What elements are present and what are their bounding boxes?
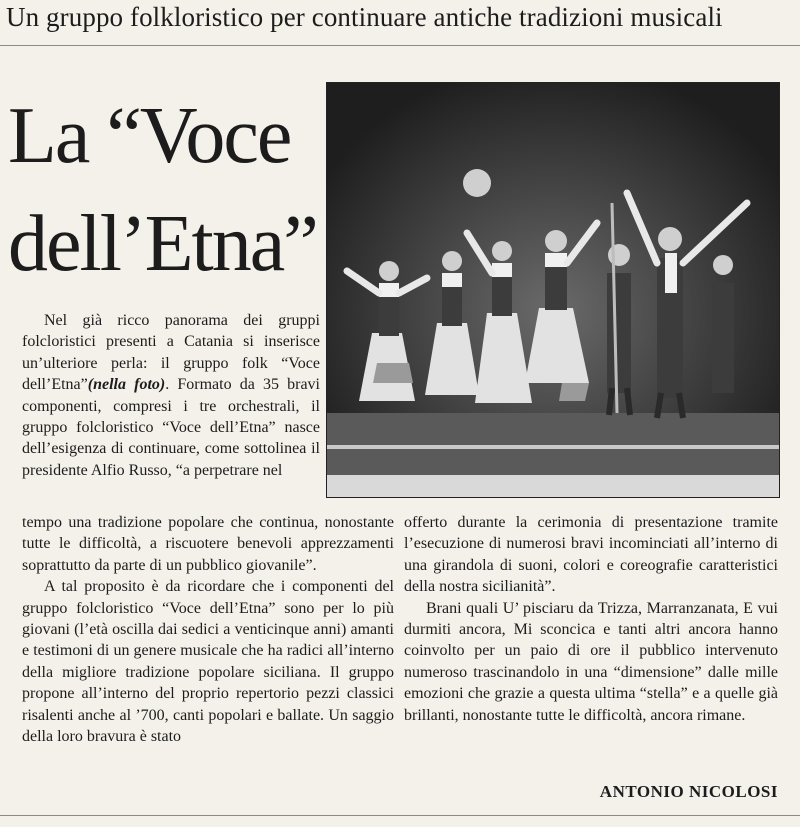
headline-line-1: La “Voce [8, 92, 291, 180]
article-column-1-bottom [22, 512, 394, 747]
paragraph-1-text-b: . Formato da 35 bravi componenti, compresi i tre orchestrali, il gruppo folcloristico “Voce dell’Etna” nasce dell’esigenza di continuare, come sottolinea il presidente Alfio Russo, “a perpetrare nel [22, 376, 320, 479]
byline: ANTONIO NICOLOSI [599, 782, 778, 801]
paragraph-2: A tal proposito è da ricordare che i componenti del gruppo folcloristico “Voce dell’Etna” sono per lo più giovani (l’età oscilla dai sedici a venticinque anni) amanti e testimoni di un genere musicale che ha radici all’interno della migliore tradizione popolare siciliana. Il gruppo propone all’interno del proprio repertorio pezzi classici risalenti anche al ’700, canti popolari e ballate. Un saggio della loro bravura è stato [22, 578, 394, 746]
photo-reference: (nella foto) [87, 376, 166, 394]
paragraph-1 [22, 310, 320, 481]
paragraph-1-continuation: tempo una tradizione popolare che continua, nonostante tutte le difficoltà, a riscuotere benevoli apprezzamenti soprattutto da parte di un pubblico giovanile”. [22, 514, 394, 574]
paragraph-1-text-a: Nel già ricco panorama dei gruppi folcloristici presenti a Catania si inserisce un’ulteriore perla: il gruppo folk “Voce dell’Etna” [22, 312, 320, 394]
headline-line-2: dell’Etna” [8, 200, 317, 288]
folk-group-photo-illustration [327, 83, 779, 497]
headline [8, 82, 318, 298]
article-column-2 [404, 512, 778, 726]
article-kicker: Un gruppo folkloristico per continuare antiche tradizioni musicali [6, 2, 723, 32]
top-rule [0, 45, 800, 46]
article-column-1-top [22, 310, 320, 481]
paragraph-3: Brani quali U’ pisciaru da Trizza, Marranzanata, E vui durmiti ancora, Mi sconcica e tanti altri ancora hanno coinvolto per un paio di ore il pubblico intervenuto numeroso trascinandolo in una “dimensione” dalle mille emozioni che grazie a questa ultima “stella” e a quelle già brillanti, nonostante tutte le difficoltà, ancora rimane. [404, 599, 778, 724]
bottom-rule [0, 815, 800, 816]
paragraph-2-continuation: offerto durante la cerimonia di presentazione tramite l’esecuzione di numerosi bravi incominciati all’interno di una girandola di suoni, colori e coreografie caratteristici della nostra sicilianità”. [404, 514, 778, 596]
group-photo [326, 82, 780, 498]
